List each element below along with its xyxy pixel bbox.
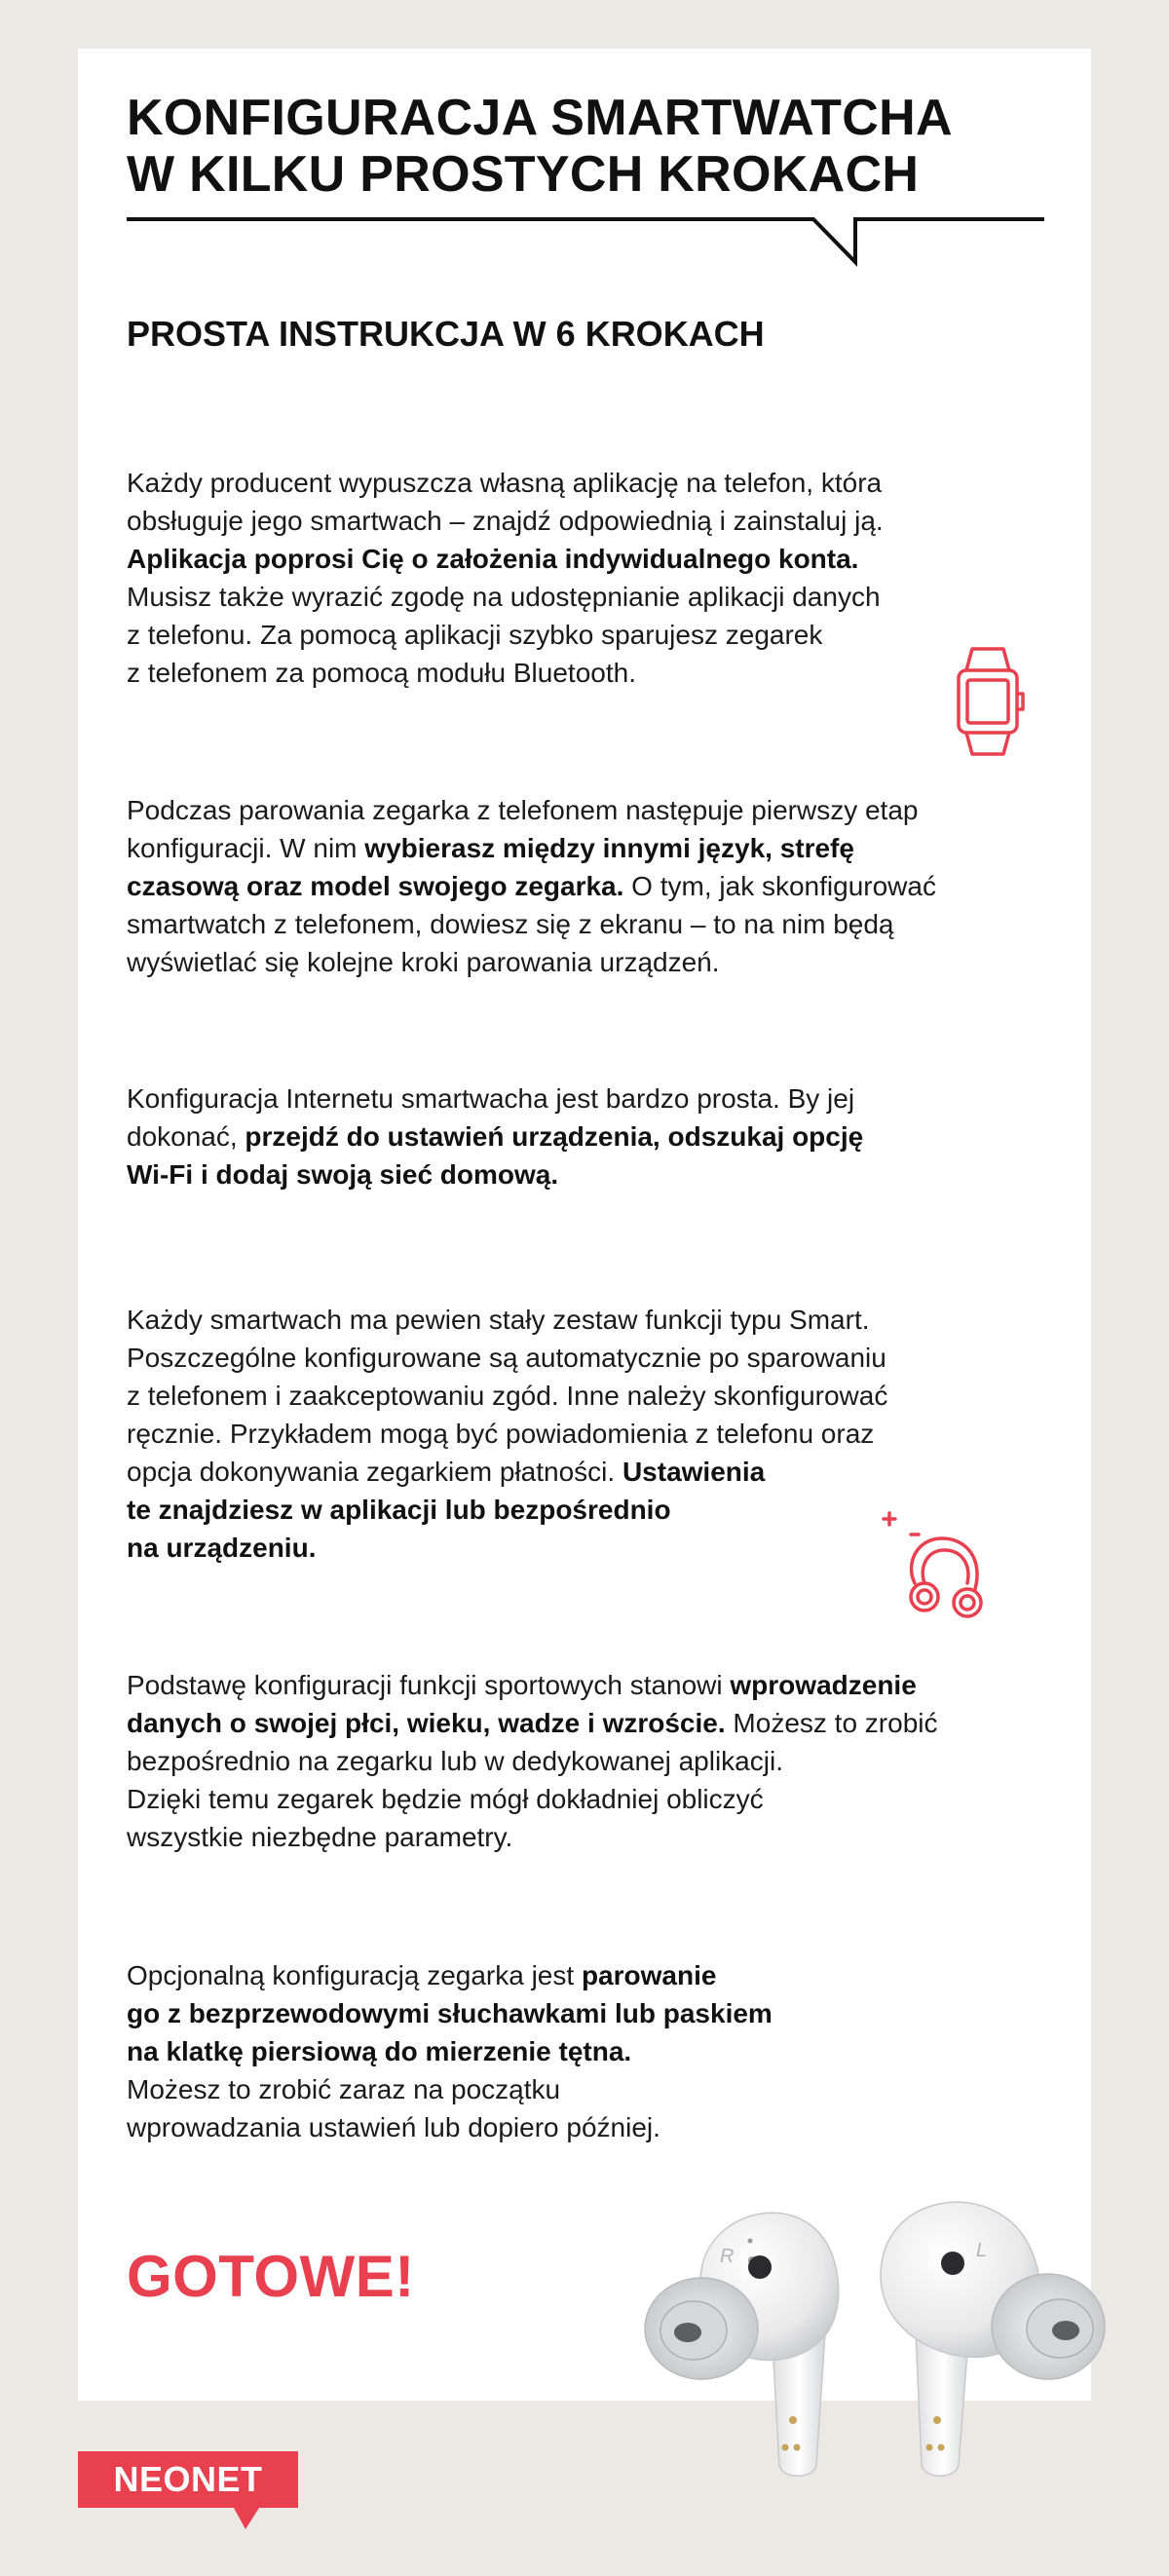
step-text-bold: na urządzeniu.	[127, 1533, 317, 1563]
step-line	[127, 578, 1003, 616]
step-text: konfiguracji. W nim	[127, 833, 365, 863]
step-text: wprowadzania ustawień lub dopiero później.	[127, 2112, 660, 2142]
step-text: z telefonu. Za pomocą aplikacji szybko sparujesz zegarek	[127, 620, 823, 650]
step-line	[127, 1377, 1003, 1415]
step-5-text	[127, 1666, 1003, 1856]
step-line	[127, 1415, 1003, 1453]
step-text-bold: wybierasz między innymi język, strefę	[364, 833, 854, 863]
step-text: z telefonem za pomocą modułu Bluetooth.	[127, 658, 636, 688]
step-line	[127, 1780, 1003, 1818]
page-title	[127, 90, 953, 203]
smartwatch-icon	[953, 643, 1031, 760]
earbuds-image	[584, 2163, 1150, 2484]
step-text: Każdy smartwach ma pewien stały zestaw funkcji typu Smart.	[127, 1305, 870, 1335]
step-line	[127, 2032, 1003, 2070]
step-1-text	[127, 464, 1003, 692]
earbud-left-mark: R	[720, 2246, 735, 2267]
step-line	[127, 1529, 1003, 1567]
step-text-bold: Wi-Fi i dodaj swoją sieć domową.	[127, 1159, 559, 1190]
step-text-bold: czasową oraz model swojego zegarka.	[127, 871, 624, 901]
step-text-bold: danych o swojej płci, wieku, wadze i wzroście.	[127, 1708, 726, 1738]
step-text: bezpośrednio na zegarku lub w dedykowanej aplikacji.	[127, 1746, 783, 1776]
step-text: O tym, jak skonfigurować	[623, 871, 936, 901]
step-line	[127, 1818, 1003, 1856]
step-4-text	[127, 1301, 1003, 1567]
step-text-bold: na klatkę piersiową do mierzenie tętna.	[127, 2036, 632, 2066]
step-text: ręcznie. Przykładem mogą być powiadomienia z telefonu oraz	[127, 1419, 875, 1449]
headphones-icon	[882, 1505, 999, 1622]
step-text-bold: wprowadzenie	[730, 1670, 917, 1700]
step-line	[127, 905, 1003, 943]
neonet-logo-text: NEONET	[113, 2459, 263, 2499]
step-line	[127, 1666, 1003, 1704]
step-text: obsługuje jego smartwach – znajdź odpowiednią i zainstaluj ją.	[127, 506, 884, 536]
step-3-text	[127, 1080, 1003, 1193]
step-text-bold: przejdź do ustawień urządzenia, odszukaj opcję	[245, 1121, 864, 1152]
step-text-bold: te znajdziesz w aplikacji lub bezpośrednio	[127, 1495, 671, 1525]
step-line	[127, 616, 1003, 654]
step-line	[127, 829, 1003, 867]
step-text: dokonać,	[127, 1121, 245, 1152]
step-line	[127, 1155, 1003, 1193]
step-text: Dzięki temu zegarek będzie mógł dokładniej obliczyć	[127, 1784, 764, 1814]
step-line	[127, 1301, 1003, 1339]
step-text: Możesz to zrobić zaraz na początku	[127, 2074, 561, 2104]
step-2-text	[127, 791, 1003, 981]
page-title-line-2: W KILKU PROSTYCH KROKACH	[127, 146, 920, 203]
step-line	[127, 2108, 1003, 2146]
step-line	[127, 943, 1003, 981]
step-line	[127, 464, 1003, 502]
step-line	[127, 1742, 1003, 1780]
earbud-left	[645, 2213, 839, 2476]
earbud-right	[881, 2202, 1105, 2476]
step-line	[127, 1994, 1003, 2032]
step-text-bold: Aplikacja poprosi Cię o założenia indywidualnego konta.	[127, 544, 859, 574]
step-line	[127, 1339, 1003, 1377]
step-text: z telefonem i zaakceptowaniu zgód. Inne należy skonfigurować	[127, 1381, 888, 1411]
step-line	[127, 791, 1003, 829]
step-text: wszystkie niezbędne parametry.	[127, 1822, 513, 1852]
speech-bubble-divider	[127, 209, 1046, 268]
step-line	[127, 1453, 1003, 1491]
step-line	[127, 1704, 1003, 1742]
step-6-text	[127, 1956, 1003, 2146]
step-line	[127, 502, 1003, 540]
step-text: Możesz to zrobić	[725, 1708, 938, 1738]
step-text-bold: Ustawienia	[622, 1457, 766, 1487]
step-text: Opcjonalną konfiguracją zegarka jest	[127, 1960, 582, 1990]
step-line	[127, 654, 1003, 692]
step-line	[127, 2070, 1003, 2108]
step-text: Poszczególne konfigurowane są automatycznie po sparowaniu	[127, 1343, 886, 1373]
step-text-bold: parowanie	[581, 1960, 717, 1990]
step-text: Konfiguracja Internetu smartwacha jest bardzo prosta. By jej	[127, 1083, 855, 1114]
step-line	[127, 867, 1003, 905]
step-text-bold: go z bezprzewodowymi słuchawkami lub paskiem	[127, 1998, 773, 2028]
step-text: opcja dokonywania zegarkiem płatności.	[127, 1457, 622, 1487]
done-label: GOTOWE!	[127, 2244, 415, 2309]
step-text: Podczas parowania zegarka z telefonem następuje pierwszy etap	[127, 795, 919, 825]
step-text: smartwatch z telefonem, dowiesz się z ekranu – to na nim będą	[127, 909, 894, 939]
step-line	[127, 1956, 1003, 1994]
step-line	[127, 1118, 1003, 1155]
step-text: Podstawę konfiguracji funkcji sportowych stanowi	[127, 1670, 731, 1700]
step-text: Musisz także wyrazić zgodę na udostępnianie aplikacji danych	[127, 582, 881, 612]
step-text: wyświetlać się kolejne kroki parowania urządzeń.	[127, 947, 720, 977]
step-line	[127, 1491, 1003, 1529]
step-line	[127, 1080, 1003, 1118]
page-title-line-1: KONFIGURACJA SMARTWATCHA	[127, 90, 953, 146]
step-text: Każdy producent wypuszcza własną aplikację na telefon, która	[127, 468, 883, 498]
earbud-right-mark: L	[976, 2240, 988, 2261]
step-line	[127, 540, 1003, 578]
instructions-heading: PROSTA INSTRUKCJA W 6 KROKACH	[127, 314, 765, 354]
